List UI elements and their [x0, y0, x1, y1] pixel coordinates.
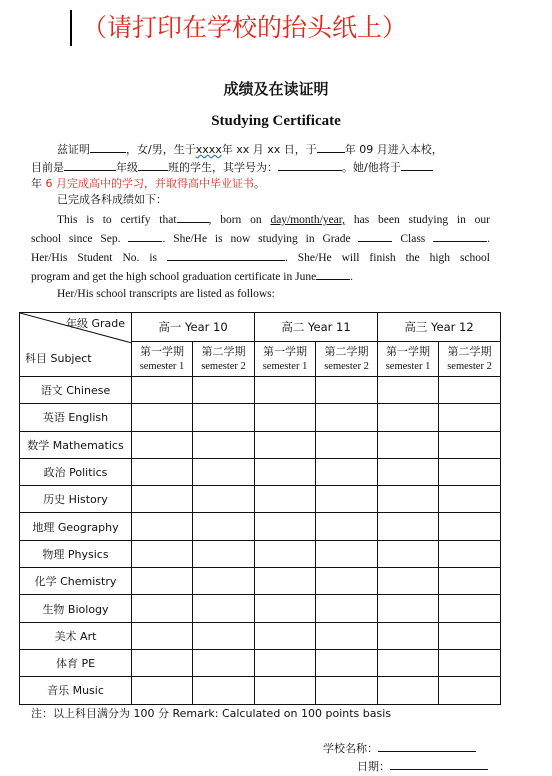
class-blank [138, 158, 168, 171]
grade-cell[interactable] [439, 540, 501, 567]
grade-cell[interactable] [439, 568, 501, 595]
grade-cell[interactable] [193, 540, 255, 567]
grade-cell[interactable] [316, 513, 378, 540]
entry-year-blank [317, 140, 345, 153]
grade-cell[interactable] [316, 458, 378, 485]
table-row [20, 677, 501, 704]
grade-cell[interactable] [255, 458, 316, 485]
grade-cell[interactable] [132, 677, 193, 704]
transcript-table [19, 312, 501, 705]
year-12-header: 高三 Year 12 [378, 313, 501, 342]
grade-cell[interactable] [378, 568, 439, 595]
year-10-header: 高一 Year 10 [132, 313, 255, 342]
grade-cell[interactable] [378, 513, 439, 540]
subject-label: 生物 Biology [20, 595, 132, 622]
en-line-2: school since Sep. . She/He is now studying in Grade Class . [31, 229, 490, 248]
subject-label: 英语 English [20, 404, 132, 431]
grade-cell[interactable] [378, 677, 439, 704]
grade-cell[interactable] [316, 540, 378, 567]
table-row [20, 568, 501, 595]
grade-cell[interactable] [316, 431, 378, 458]
date-blank [390, 757, 488, 770]
en-line-4: program and get the high school graduation certificate in June . [31, 267, 490, 286]
title-chinese: 成绩及在读证明 [223, 80, 329, 98]
subject-label: 化学 Chemistry [20, 568, 132, 595]
grade-cell[interactable] [132, 431, 193, 458]
student-no-blank [278, 158, 342, 171]
grade-cell[interactable] [439, 486, 501, 513]
semester-header: 第二学期 semester 2 [193, 342, 255, 377]
grade-cell[interactable] [439, 513, 501, 540]
semester-header: 第一学期 semester 1 [378, 342, 439, 377]
subject-label: 地理 Geography [20, 513, 132, 540]
grade-cell[interactable] [255, 486, 316, 513]
grade-cell[interactable] [378, 622, 439, 649]
school-name-blank [378, 739, 476, 752]
grade-cell[interactable] [439, 595, 501, 622]
subject-label: 体育 PE [20, 649, 132, 676]
grade-cell[interactable] [132, 377, 193, 404]
grade-cell[interactable] [193, 568, 255, 595]
grade-cell[interactable] [439, 377, 501, 404]
grade-cell[interactable] [378, 649, 439, 676]
semester-header: 第二学期 semester 2 [439, 342, 501, 377]
table-row [20, 404, 501, 431]
en-line-5: Her/His school transcripts are listed as follows: [57, 288, 275, 300]
grad-year-blank [401, 158, 433, 171]
grade-cell[interactable] [316, 649, 378, 676]
grade-cell[interactable] [439, 404, 501, 431]
grade-cell[interactable] [255, 595, 316, 622]
grade-cell[interactable] [132, 622, 193, 649]
grade-cell[interactable] [378, 486, 439, 513]
table-row [20, 431, 501, 458]
cn-line-2: 目前是 年级 班的学生，其学号为： 。她/他将于 [31, 158, 490, 176]
grade-cell[interactable] [132, 649, 193, 676]
grade-cell[interactable] [378, 431, 439, 458]
grade-cell[interactable] [132, 404, 193, 431]
table-row [20, 540, 501, 567]
grade-cell[interactable] [132, 595, 193, 622]
en-paragraph [31, 210, 490, 303]
table-row [20, 649, 501, 676]
grade-cell[interactable] [255, 568, 316, 595]
subject-label: 数学 Mathematics [20, 431, 132, 458]
grade-cell[interactable] [132, 513, 193, 540]
letterhead-notice: （请打印在学校的抬头纸上） [70, 10, 407, 46]
subject-label: 音乐 Music [20, 677, 132, 704]
grade-cell[interactable] [316, 622, 378, 649]
grade-cell[interactable] [378, 540, 439, 567]
grade-cell[interactable] [255, 622, 316, 649]
table-row [20, 458, 501, 485]
grade-cell[interactable] [316, 377, 378, 404]
grade-cell[interactable] [378, 458, 439, 485]
grade-cell[interactable] [255, 677, 316, 704]
grade-cell[interactable] [439, 677, 501, 704]
subject-label: 历史 History [20, 486, 132, 513]
grade-cell[interactable] [193, 595, 255, 622]
grade-cell[interactable] [439, 649, 501, 676]
school-name-line: 学校名称： [323, 739, 476, 756]
grade-cell[interactable] [255, 513, 316, 540]
grade-cell[interactable] [439, 622, 501, 649]
grade-cell[interactable] [193, 431, 255, 458]
grade-cell[interactable] [193, 513, 255, 540]
grade-cell[interactable] [439, 431, 501, 458]
grade-cell[interactable] [316, 404, 378, 431]
grade-cell[interactable] [316, 595, 378, 622]
grade-cell[interactable] [439, 458, 501, 485]
grade-cell[interactable] [378, 404, 439, 431]
grade-cell[interactable] [193, 404, 255, 431]
table-row [20, 622, 501, 649]
subject-label: 语文 Chinese [20, 377, 132, 404]
grade-cell[interactable] [193, 486, 255, 513]
grade-cell[interactable] [255, 377, 316, 404]
grade-cell[interactable] [132, 458, 193, 485]
grade-cell[interactable] [316, 677, 378, 704]
grade-cell[interactable] [193, 458, 255, 485]
grade-cell[interactable] [132, 540, 193, 567]
title-english: Studying Certificate [211, 113, 341, 129]
semester-header: 第二学期 semester 2 [316, 342, 378, 377]
grade-cell[interactable] [255, 649, 316, 676]
cn-line-3: 年 6 月完成高中的学习，并取得高中毕业证书。 [31, 177, 265, 190]
cn-line-4: 已完成各科成绩如下： [57, 193, 167, 206]
year-11-header: 高二 Year 11 [255, 313, 378, 342]
semester-header: 第一学期 semester 1 [132, 342, 193, 377]
grade-cell[interactable] [255, 431, 316, 458]
table-row [20, 377, 501, 404]
subject-label: 物理 Physics [20, 540, 132, 567]
grade-cell[interactable] [193, 622, 255, 649]
grade-cell[interactable] [132, 486, 193, 513]
table-row [20, 595, 501, 622]
date-line: 日期： [357, 757, 488, 774]
corner-grade-label: 年级 Grade [65, 317, 125, 330]
grade-cell[interactable] [193, 677, 255, 704]
footnote: 注：以上科目满分为 100 分 Remark: Calculated on 100 points basis [31, 707, 392, 720]
en-line-1: This is to certify that , born on day/month/year, has been studying in our [31, 210, 490, 229]
table-row [20, 486, 501, 513]
corner-subject-label: 科目 Subject [25, 352, 92, 365]
subject-label: 美术 Art [20, 622, 132, 649]
grade-cell[interactable] [255, 540, 316, 567]
grade-cell[interactable] [378, 377, 439, 404]
grade-blank [64, 158, 116, 171]
grade-cell[interactable] [255, 404, 316, 431]
grade-cell[interactable] [132, 568, 193, 595]
subject-label: 政治 Politics [20, 458, 132, 485]
grade-cell[interactable] [378, 595, 439, 622]
grade-cell[interactable] [316, 486, 378, 513]
semester-header: 第一学期 semester 1 [255, 342, 316, 377]
cn-line-1: 兹证明 ，女/男，生于xxxx年 xx 月 xx 日，于 年 09 月进入本校， [31, 140, 490, 158]
grade-cell[interactable] [193, 377, 255, 404]
cn-paragraph [31, 140, 490, 208]
table-corner-cell [20, 313, 132, 377]
en-line-3: Her/His Student No. is . She/He will finish the high school [31, 248, 490, 267]
grade-cell[interactable] [193, 649, 255, 676]
name-blank [90, 140, 126, 153]
table-row [20, 513, 501, 540]
grade-cell[interactable] [316, 568, 378, 595]
